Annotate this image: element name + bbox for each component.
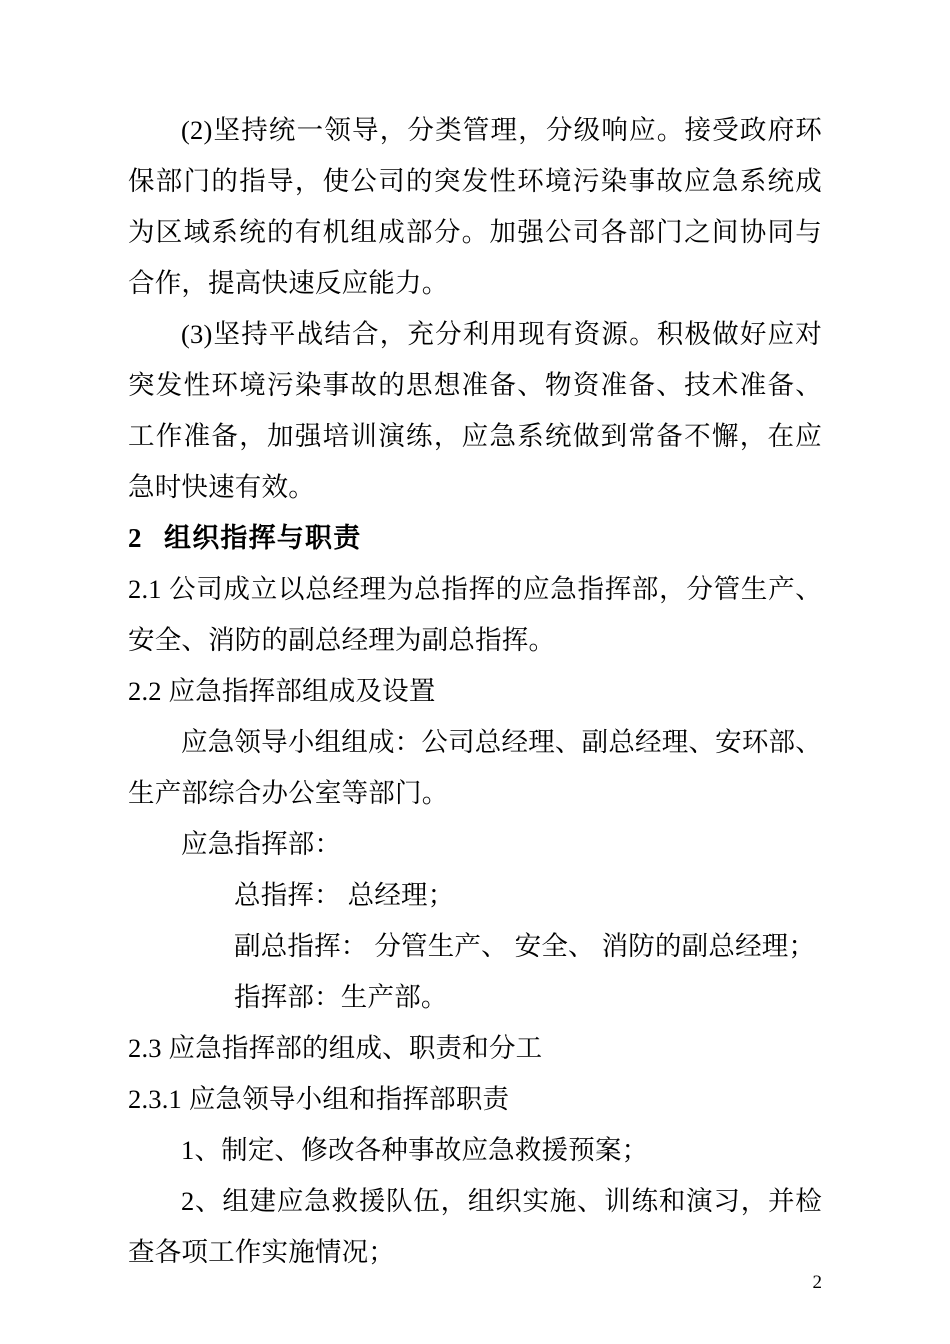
paragraph-2-3-1: 2.3.1 应急领导小组和指挥部职责	[128, 1084, 510, 1114]
paragraph-command-center-label: 应急指挥部：	[181, 829, 342, 859]
paragraph-duty-2: 2、组建应急救援队伍，组织实施、训练和演习，并检查各项工作实施情况；	[128, 1186, 822, 1267]
paragraph-deputy-commander: 副总指挥： 分管生产、 安全、 消防的副总经理；	[234, 931, 816, 961]
paragraph-leading-group-composition: 应急领导小组组成：公司总经理、副总经理、安环部、生产部综合办公室等部门。	[128, 727, 822, 808]
paragraph-2-2: 2.2 应急指挥部组成及设置	[128, 676, 436, 706]
section-heading-number: 2	[128, 523, 142, 553]
paragraph-duty-1: 1、制定、修改各种事故应急救援预案；	[181, 1135, 649, 1165]
section-heading-text: 组织指挥与职责	[164, 523, 362, 553]
paragraph-principle-2: (2)坚持统一领导，分类管理，分级响应。接受政府环保部门的指导，使公司的突发性环境污染事故应急系统成为区域系统的有机组成部分。加强公司各部门之间协同与合作，提高快速反应能力。	[128, 115, 822, 298]
page-number: 2	[812, 1272, 822, 1293]
paragraph-chief-commander: 总指挥： 总经理；	[234, 880, 455, 910]
paragraph-principle-3: (3)坚持平战结合，充分利用现有资源。积极做好应对突发性环境污染事故的思想准备、物资准备、技术准备、工作准备，加强培训演练，应急系统做到常备不懈，在应急时快速有效。	[128, 319, 822, 502]
paragraph-2-1: 2.1 公司成立以总经理为总指挥的应急指挥部，分管生产、安全、消防的副总经理为副总指挥。	[128, 574, 822, 655]
paragraph-2-3: 2.3 应急指挥部的组成、职责和分工	[128, 1033, 543, 1063]
section-heading-2	[128, 513, 822, 564]
paragraph-command-department: 指挥部：生产部。	[234, 982, 448, 1012]
